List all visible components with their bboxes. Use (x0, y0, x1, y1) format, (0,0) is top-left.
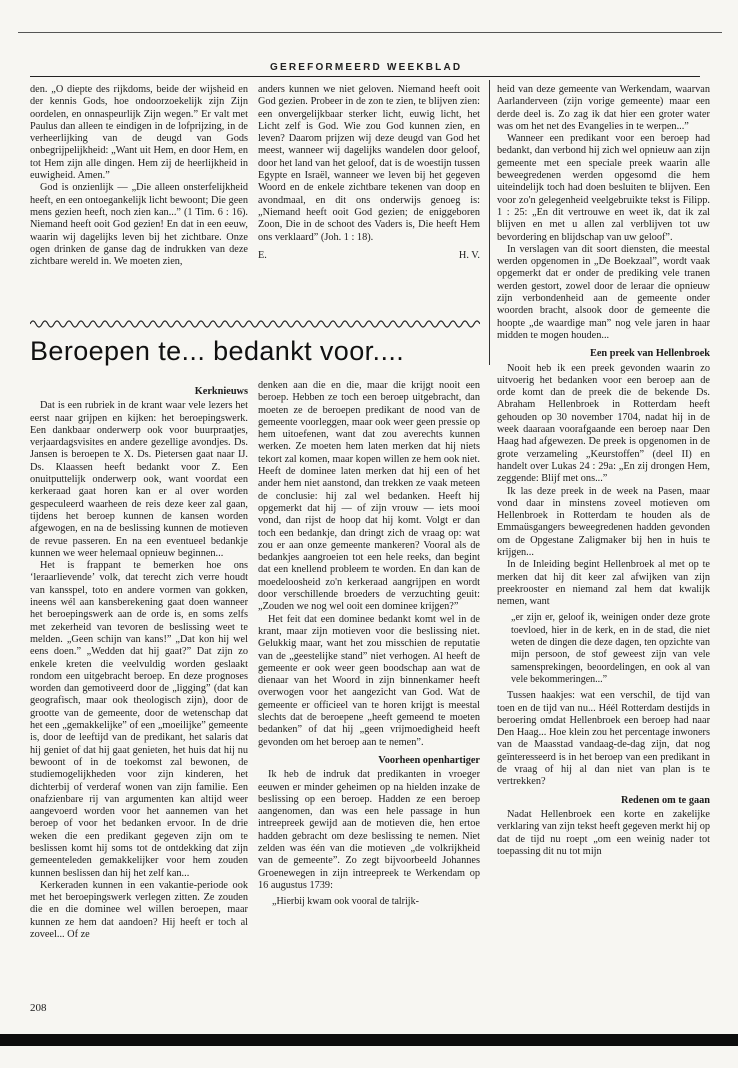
top-edge-rule (18, 32, 722, 33)
top-article-column-1 (30, 84, 248, 312)
paragraph: Ik heb de indruk dat predikanten in vroeger eeuwen er minder geheimen op na hielden inzake de beslissing op een beroep. Hadden ze een beroep aangenomen, dan was een hele passage in hun intreepreek gewijd aan de motieven die, hen ertoe hadden gebracht om deze beslissing te nemen. Niet zelden was één van die motieven „de volkrijkheid van de gemeente”. Zo zegt bijvoorbeeld Johannes Groenewegen in zijn intreepreek te Werkendam op 16 augustus 1739: (258, 769, 480, 891)
masthead-rule (30, 76, 700, 77)
signature-right: H. V. (458, 249, 480, 261)
wavy-divider (30, 312, 480, 332)
top-article-column-2 (258, 84, 480, 316)
paragraph: Het feit dat een dominee bedankt komt wel in de krant, maar zijn motieven voor die beslissing niet. Gelukkig maar, want het zou misschien de reputatie van de „geestelijke stand” niet verhogen. Al heeft de gemeente er ook weer geen boodschap aan wat de dienaar van het Woord in zijn binnenkamer heeft overwogen voor het aangezicht van God. Wat de gemeente er officieel van te horen krijgt is meestal slechts dat de beroepene „heeft gemeend te moeten bedanken” of dat hij „geen vrijmoedigheid heeft gevonden om het beroep aan te nemen”. (258, 613, 480, 748)
paragraph: denken aan die en die, maar die krijgt nooit een beroep. Hebben ze toch een beroep uitgebracht, dan moeten ze de beroepen predikant de nood van de gemeente voorleggen, maar ook weer geen pressie op hem uitoefenen, want dat zou averechts kunnen werken. Ze moeten hem laten merken dat hij niets tekort zal komen, maar kopen willen ze hem ook niet. Heeft de dominee laten merken dat hij een of het ander hem niet aanstond, dan trekken ze vaak meteen de conclusie: hij zal wel bedanken. Heeft hij opgemerkt dat hij — of zijn vrouw — iets mooi vond, dan rijst de hoop dat hij komt. Volgt er dan toch een bedankje, dan dringt zich de vraag op: wat zou er aan onze gemeente mankeren? Vooral als de bedankjes aangroeien tot een hele reeks, dan begint dat een knellend probleem te worden. En dan kan de moedeloosheid zo'n kerkeraad aangrijpen en wordt door verschillende broeders de verzuchting geuit: „Zouden we nog wel ooit een dominee krijgen?” (258, 380, 480, 613)
signature-line (258, 250, 480, 262)
subheading: Voorheen openhartiger (378, 754, 480, 766)
quotation: „Hierbij kwam ook vooral de talrijk- (272, 896, 419, 908)
paragraph: In verslagen van dit soort diensten, die meestal werden opgenomen in „De Boekzaal”, wordt vaak opgemerkt dat er onder de prediking vele tranen werden gestort, zowel door de leraar die opnieuw zijn verbondenheid aan de gemeente onder woorden bracht, alsook door de gemeente die hoopte „de waardige man” nog vele jaren in haar midden te mogen houden... (497, 243, 710, 341)
paragraph: Het is frappant te bemerken hoe ons ‘leraarlievende’ volk, dat terecht zich verre houdt van kansspel, toto en andere vormen van gokken, ineens wél aan kansberekening gaat doen wanneer het beroepingswerk aan de orde is, en soms zelfs met zekerheid van tevoren de beslissing weet te melden. „Geen schijn van kans!” „Dat kon hij wel eens doen.” „Wedden dat hij gaat?” Dat zijn zo enkele kreten die veelvuldig worden geslaakt rondom een uitgebracht beroep. En deze prognoses worden dan gemotiveerd door de „ligging” (dat kan geografisch, maar ook theologisch zijn), door de grootte van de gemeente, door de wetenschap dat het een „gemakkelijke” of een „moeilijke” gemeente is, door de leeftijd van de predikant, het salaris dat hij geniet of dat hij gaat genieten, het huis dat hij nu bewoont of in de toekomst zal bewonen, de studiemogelijkheden voor zijn kinderen, het dichterbij of verderaf wonen van zijn familie. Een onafzienbare rij van argumenten kan altijd weer aangevoerd worden voor het aannemen van het beroep of voor het bedanken ervoor. In de drie weken die een predikant gegeven zijn om te beslissen komt hij soms tot de ontdekking dat zijn gemeenteleden gemakkelijker voor hem zouden kunnen beslissen dan hij het zelf kan... (30, 560, 248, 879)
subheading: Redenen om te gaan (621, 794, 710, 806)
paragraph: Wanneer een predikant voor een beroep had bedankt, dan verbond hij zich wel opnieuw aan zijn gemeente met een speciale preek waarin alle beweegredenen werden opgesomd die hem uiteindelijk toch had doen besluiten te blijven. Een voor zo'n gelegenheid veelgebruikte tekst is Filipp. 1 : 25: „En dit vertrouwe en weet ik, dat ik zal blijven en met u allen zal verblijven tot uw bevordering en blijdschap van uw geloof”. (497, 133, 710, 243)
article-title: Beroepen te... bedankt voor.... (30, 336, 405, 366)
signature-left: E. (258, 249, 267, 261)
paragraph: Nooit heb ik een preek gevonden waarin zo uitvoerig het bedanken voor een beroep aan de orde komt dan de preek die de bekende Ds. Abraham Hellenbroek in Rotterdam heeft gehouden op 30 november 1704, nadat hij in de week daaraan voorafgaande een beroep naar Den Haag had afgewezen. De preek is opgenomen in de grote verzameling „Keurstoffen” (deel II) en handelt over Lukas 24 : 29a: „En zij drongen Hem, zeggende: Blijf met ons...” (497, 362, 710, 485)
paragraph: anders kunnen we niet geloven. Niemand heeft ooit God gezien. Probeer in de zon te zien, te blijven zien: een onvergelijkbaar sterker licht, euwig licht, het Licht zelf is God. Wie zou God kunnen zien, en leven? Daarom prijzen wij deze deugd van God het meest, wanneer wij dagelijks wandelen door geloof, door het land van het geloof, dat is de woestijn tussen Egypte en Israël, wanneer we leven bij het gegeven Woord en de enkele zichtbare tekenen van doop en avondmaal, en dit ons onderwijs genoeg is: „Niemand heeft ooit God gezien; de eniggeboren Zoon, Die in de schoot des Vaders is, Die heeft Hem ons verklaard” (Joh. 1 : 18). (258, 84, 480, 243)
column-divider (489, 80, 490, 365)
bottom-scan-edge (0, 1034, 738, 1046)
paragraph: Kerkeraden kunnen in een vakantie-periode ook met het beroepingswerk verlegen zitten. Ze zouden die en die dominee wel willen beroepen, maar kunnen ze hem dat aandoen? Hij heeft er toch al zoveel... Of ze (30, 879, 248, 941)
paragraph: God is onzienlijk — „Die alleen onsterfelijkheid heeft, en een ontoegankelijk licht bewoont; Die geen mens gezien heeft, noch zien kan...” (1 Tim. 6 : 16). Niemand heeft ooit God gezien! En dat in een eeuw, waarin wij dagelijks leven bij het zichtbare. Onze ogen drinken de ganse dag de indrukken van deze zichtbare wereld in. We moeten zien, (30, 182, 248, 268)
paragraph: In de Inleiding begint Hellenbroek al met op te merken dat hij dit keer zal afwijken van zijn preekrooster en niemand zal hem dat kwalijk nemen, want (497, 559, 710, 608)
masthead: GEREFORMEERD WEEKBLAD (270, 62, 463, 73)
subheading: Kerknieuws (194, 386, 248, 397)
paragraph: Ik las deze preek in de week na Pasen, maar vond daar in minstens zoveel motieven om Hellenbroek in Rotterdam te houden als de Emmaüsgangers beweegredenen hadden gevonden om de Opgestane Zaligmaker bij hen in huis te krijgen... (497, 485, 710, 558)
page-number: 208 (30, 1002, 47, 1014)
subheading: Een preek van Hellenbroek (589, 348, 710, 360)
article-column-3 (497, 84, 710, 1002)
paragraph: heid van deze gemeente van Werkendam, waarvan Aarlanderveen (zijn vorige gemeente) maar een derde deel is. Zo zag ik dat hier een groter water was om het net des Evangelies in te werpen...” (497, 84, 710, 132)
paragraph: Dat is een rubriek in de krant waar vele lezers het eerst naar grijpen en kijken: het beroepingswerk. Een dankbaar onderwerp ook voor buurpraatjes, verjaardagsvisites en andere gezellige avondjes. Ds. Jansen is beroepen te X. Ds. Pietersen gaat naar IJ. Ds. Klaassen heeft bedankt voor Z. Een onuitputtelijk onderwerp ook, want voordat een kerkeraad gaat horen kan er al over worden gespeculeerd waarheen de reis deze keer zal gaan, tijdens het beroep kunnen de kansen worden afgewogen, en na de beslissing kunnen de motieven de revue passeren. En na een eventueel bedankje kunnen we weer helemaal opnieuw beginnen... (30, 400, 248, 559)
paragraph: Nadat Hellenbroek een korte en zakelijke verklaring van zijn tekst heeft gegeven merkt hij op dat de tijd nu roept „om een weinig nader tot toepassing dit nu tot mijn (497, 808, 710, 857)
article-column-1 (30, 380, 248, 992)
article-column-2 (258, 380, 480, 992)
paragraph: Tussen haakjes: wat een verschil, de tijd van toen en de tijd van nu... Héél Rotterdam destijds in beroering omdat Hellenbroek een beroep had naar Den Haag... Hoe klein zou het percentage inwoners van de Maasstad vandaag-de-dag zijn, dat nog geïnteresseerd is in het beroep van een predikant in de vraag of hij al dan niet van plan is te vertrekken? (497, 690, 710, 788)
quotation: „er zijn er, geloof ik, weinigen onder deze grote toevloed, hier in de kerk, en in de stad, die niet weten de dingen die deze dagen, ten opzichte van mijn persoon, de stof geweest zijn van vele samensprekingen, beoordelingen, en ook al van vele bekommeringen...” (511, 612, 710, 685)
paragraph: den. „O diepte des rijkdoms, beide der wijsheid en der kennis Gods, hoe ondoorzoekelijk zijn Zijn oordelen, en onnaspeurlijk Zijn wegen.” Er valt met Paulus dan alleen te eindigen in de lofprijzing, in de verheerlijking van de deugd van Gods onbegrijpelijkheid: „Want uit Hem, en door Hem, en tot Hem zijn alle dingen. Hem zij de heerlijkheid in euwigheid. Amen.” (30, 84, 248, 182)
